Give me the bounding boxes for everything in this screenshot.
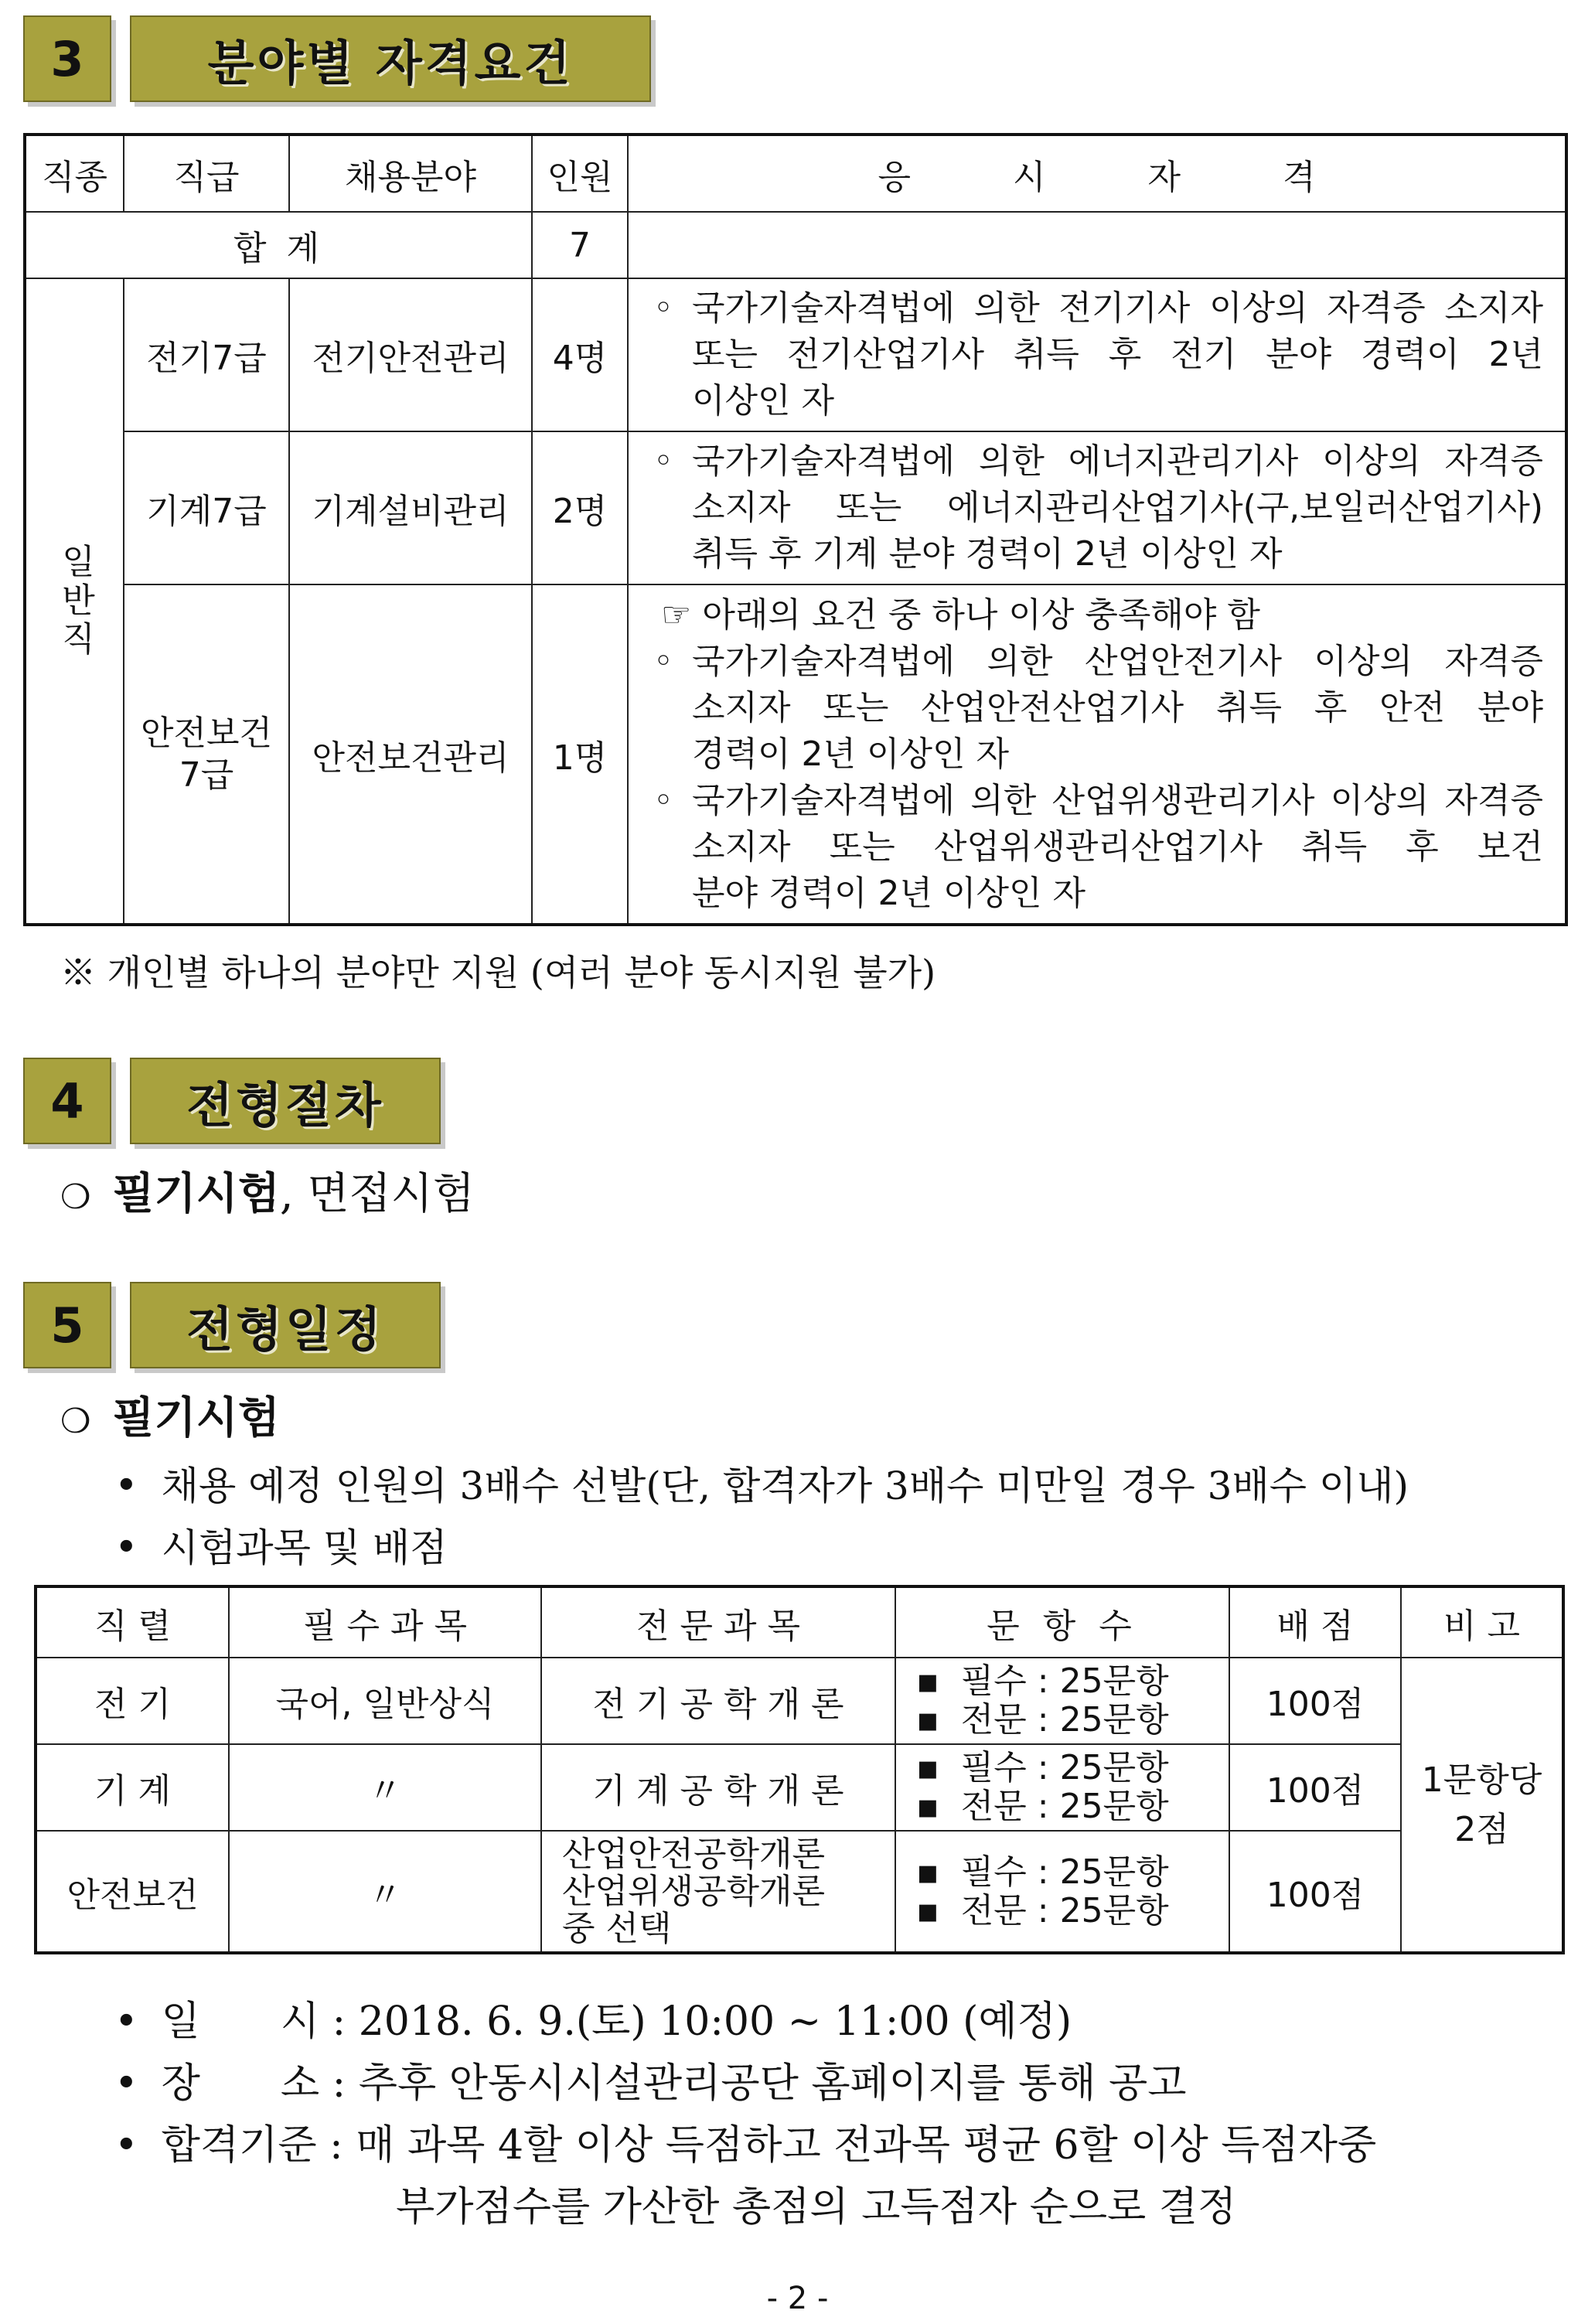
major-subject-cell: 전 기 공 학 개 론 [541,1658,895,1744]
total-count: 7 [532,212,628,278]
section-number: 5 [23,1282,111,1368]
score-cell: 100점 [1229,1658,1401,1744]
section-title: 분야별 자격요건 [130,15,651,102]
score-cell: 100점 [1229,1744,1401,1831]
section-title: 전형절차 [130,1058,441,1144]
circle-bullet-icon: ❍ [60,1177,91,1217]
count-cell: 1명 [532,584,628,925]
series-cell: 안전보건 [36,1831,229,1953]
field-cell: 안전보건관리 [289,584,532,925]
header-cell: 인원 [532,135,628,212]
field-cell: 전기안전관리 [289,278,532,431]
section-title: 전형일정 [130,1282,441,1368]
field-cell: 기계설비관리 [289,431,532,584]
header-cell: 직급 [124,135,289,212]
series-cell: 기 계 [36,1744,229,1831]
bullet-item: • 시험과목 및 배점 [114,1525,448,1571]
requirement-cell: ◦ 국가기술자격법에 의한 전기기사 이상의 자격증 소지자 또는 전기산업기사 취득 후 전기 분야 경력이 2년 이상인 자 [628,278,1566,431]
major-subject-cell: 산업안전공학개론 산업위생공학개론 중 선택 [541,1831,895,1953]
required-subject-cell: 〃 [229,1744,541,1831]
header-cell: 직종 [25,135,124,212]
bullet-item: • 채용 예정 인원의 3배수 선발(단, 합격자가 3배수 미만일 경우 3배수 이내) [114,1463,1409,1509]
series-cell: 전 기 [36,1658,229,1744]
exam-subtitle: ❍ 필기시험 [60,1392,280,1443]
header-cell: 배 점 [1229,1586,1401,1658]
header-cell: 채용분야 [289,135,532,212]
grade-cell: 안전보건 7급 [124,584,289,925]
header-cell: 비 고 [1401,1586,1563,1658]
header-cell: 문 항 수 [895,1586,1229,1658]
schedule-date: • 일 시 : 2018. 6. 9.(토) 10:00 ~ 11:00 (예정) [114,1999,1072,2045]
required-subject-cell: 〃 [229,1831,541,1953]
circle-bullet-icon: ❍ [60,1402,91,1441]
exam-subject-table [34,1585,1565,1954]
total-label: 합 계 [25,212,532,278]
header-cell: 필 수 과 목 [229,1586,541,1658]
count-cell: 4명 [532,278,628,431]
requirement-cell: ◦ 국가기술자격법에 의한 에너지관리기사 이상의 자격증 소지자 또는 에너지관리산업기사(구,보일러산업기사) 취득 후 기계 분야 경력이 2년 이상인 자 [628,431,1566,584]
qualification-table [23,133,1568,926]
header-cell: 전 문 과 목 [541,1586,895,1658]
section-number: 3 [23,15,111,102]
required-subject-cell: 국어, 일반상식 [229,1658,541,1744]
schedule-place: • 장 소 : 추후 안동시시설관리공단 홈페이지를 통해 공고 [114,2060,1187,2107]
count-cell: 2명 [532,431,628,584]
header-cell: 직 렬 [36,1586,229,1658]
grade-cell: 기계7급 [124,431,289,584]
question-count-cell: ▪ 필수 : 25문항 ▪ 전문 : 25문항 [895,1744,1229,1831]
question-count-cell: ▪ 필수 : 25문항 ▪ 전문 : 25문항 [895,1831,1229,1953]
requirement-cell: ☞ 아래의 요건 중 하나 이상 충족해야 함 ◦ 국가기술자격법에 의한 산업안전기사 이상의 자격증 소지자 또는 산업안전산업기사 취득 후 안전 분야 경력이 2년 이상인 자 ◦ 국가기술자격법에 의한 산업위생관리기사 이상의 자격증 소지자 또는 산업위생관리산업기사 취득 후 보건 분야 경력이 2년 이상인 자 [628,584,1566,925]
procedure-item: ❍ 필기시험, 면접시험 [60,1168,475,1219]
header-cell: 응 시 자 격 [628,135,1566,212]
schedule-pass-criteria-cont: 부가점수를 가산한 총점의 고득점자 순으로 결정 [396,2184,1237,2230]
schedule-pass-criteria: • 합격기준 : 매 과목 4할 이상 득점하고 전과목 평균 6할 이상 득점자중 [114,2122,1377,2169]
job-type: 일반직 [25,278,124,925]
page-number: - 2 - [766,2281,829,2316]
remark-cell: 1문항당 2점 [1401,1658,1563,1953]
score-cell: 100점 [1229,1831,1401,1953]
major-subject-cell: 기 계 공 학 개 론 [541,1744,895,1831]
question-count-cell: ▪ 필수 : 25문항 ▪ 전문 : 25문항 [895,1658,1229,1744]
grade-cell: 전기7급 [124,278,289,431]
section-number: 4 [23,1058,111,1144]
note-text: ※ 개인별 하나의 분야만 지원 (여러 분야 동시지원 불가) [60,952,936,993]
